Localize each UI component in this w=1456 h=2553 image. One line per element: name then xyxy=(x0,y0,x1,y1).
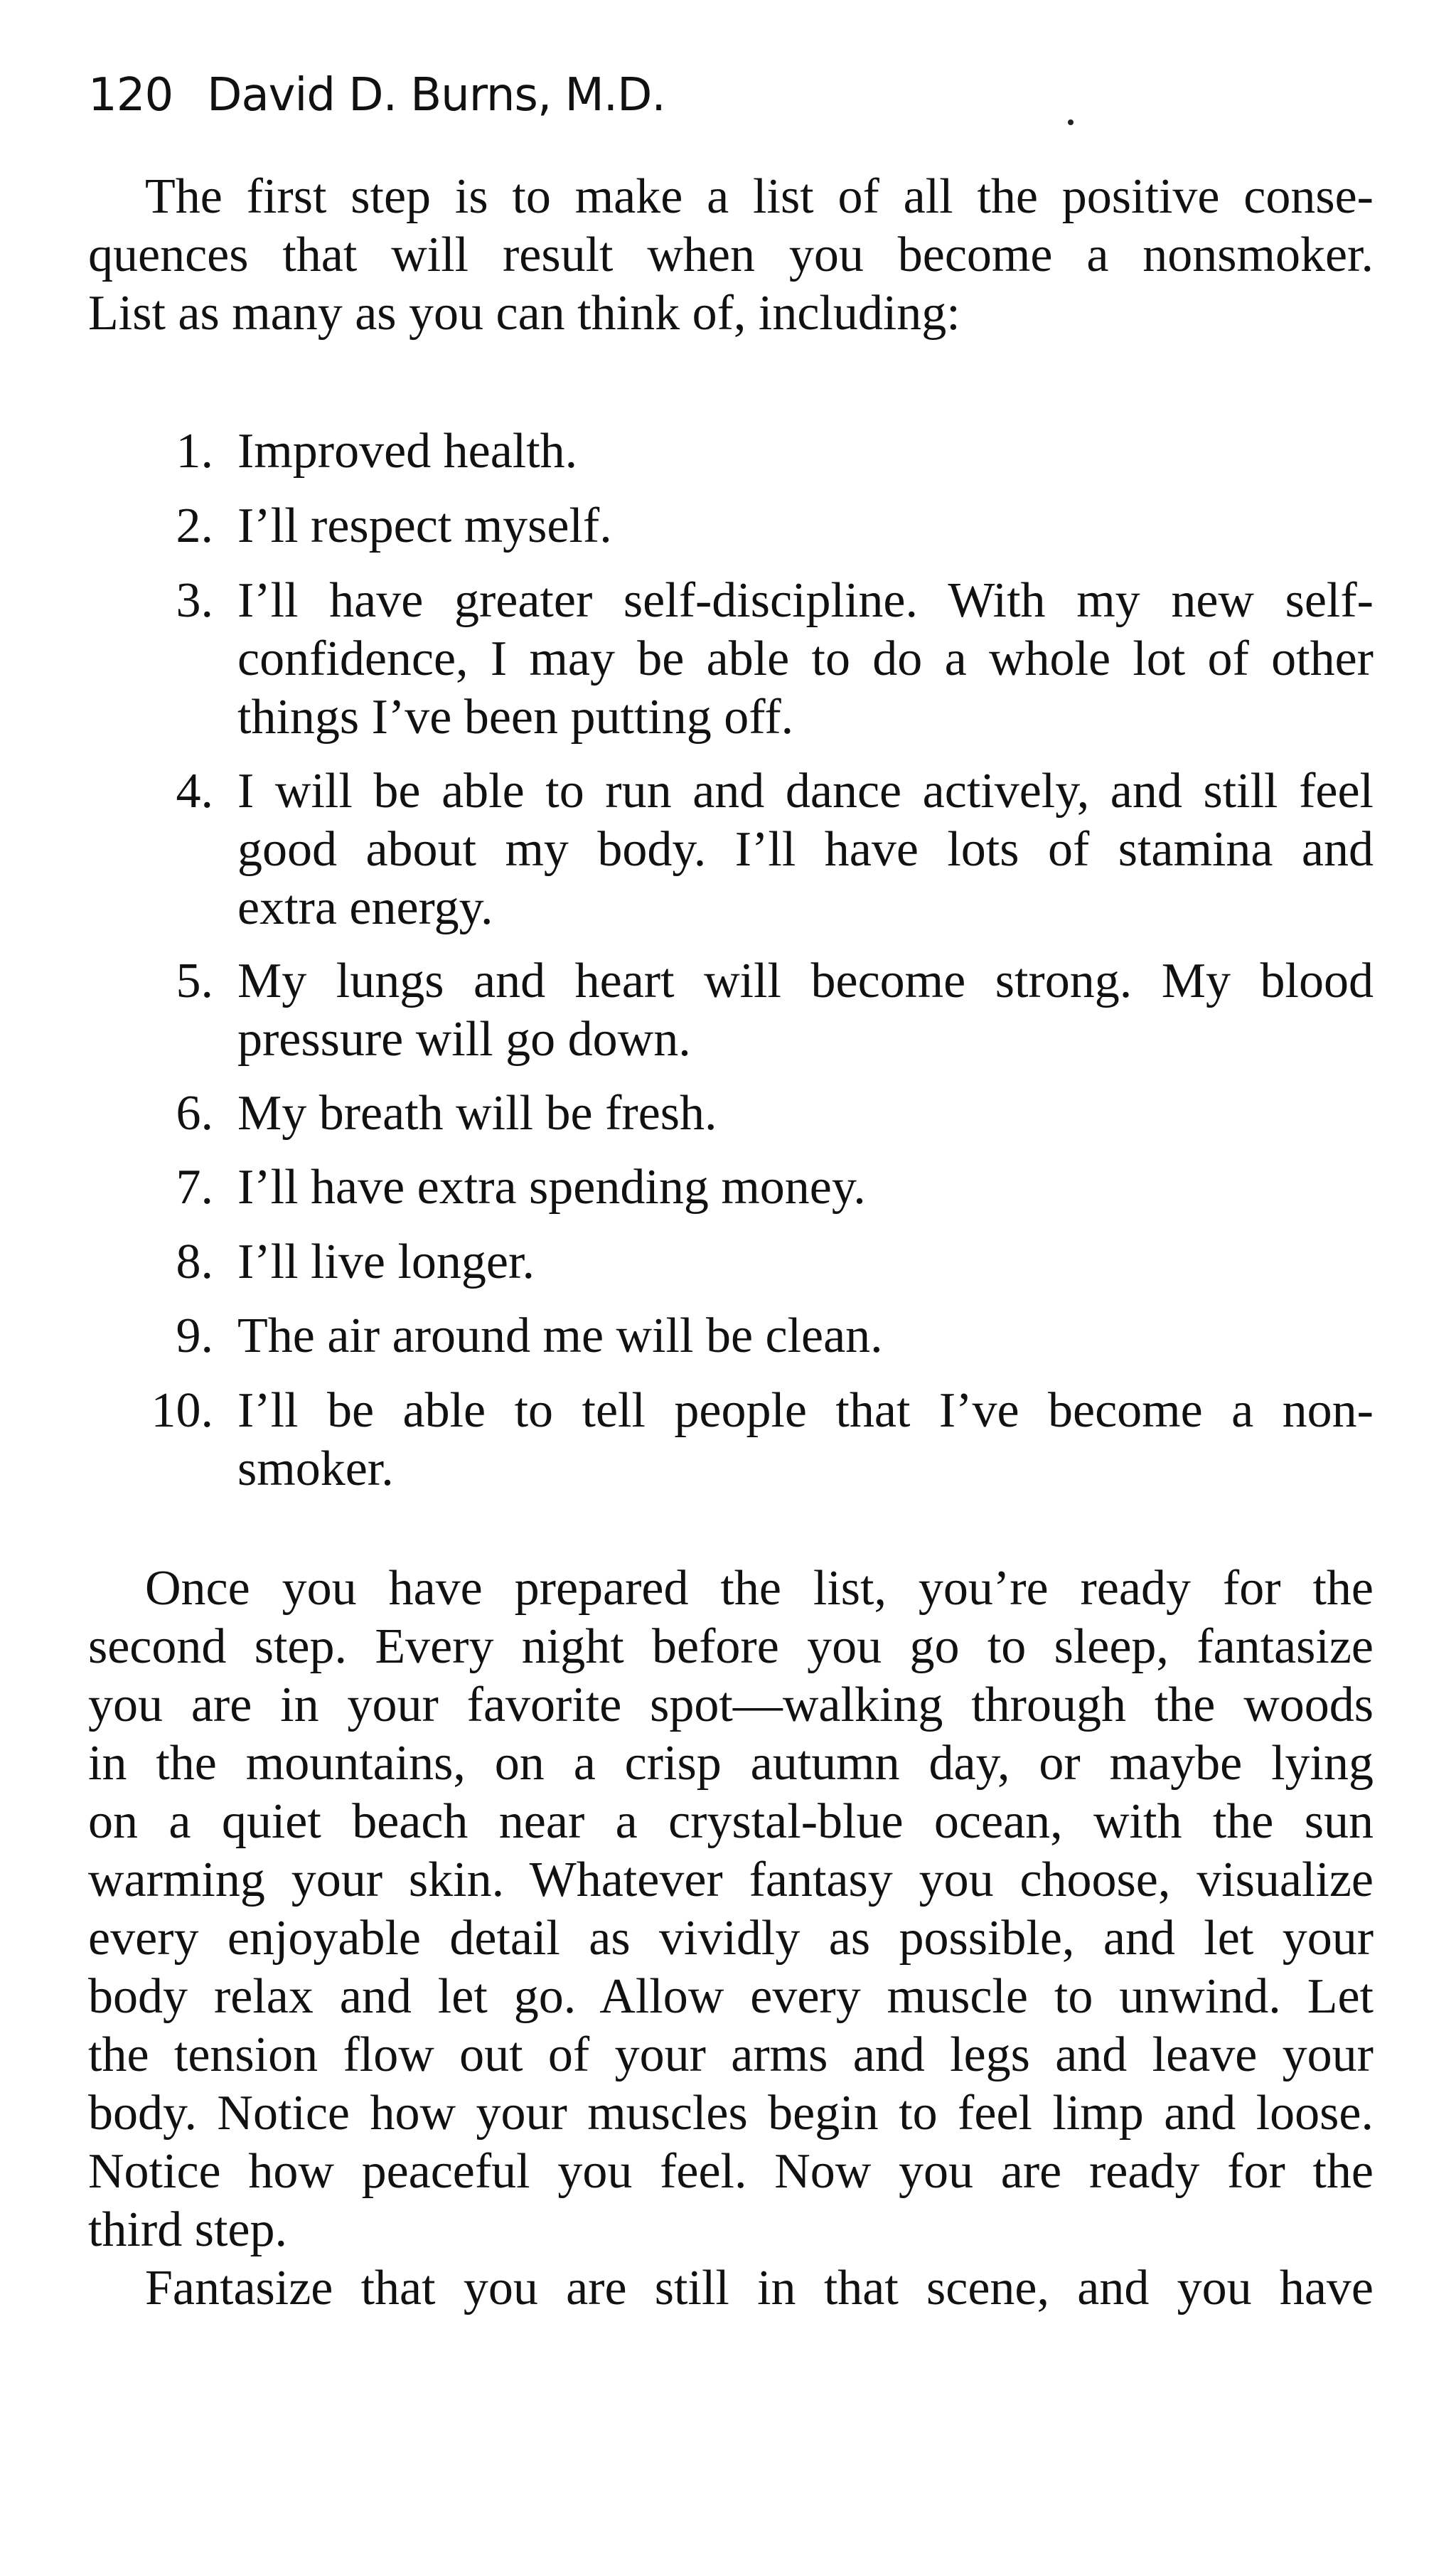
list-item-number: 10. xyxy=(151,1383,213,1438)
page-number: 120 xyxy=(88,69,173,122)
text-line: on a quiet beach near a crystal-blue ocean, with the sun xyxy=(88,1794,1374,1849)
stray-ink-mark xyxy=(1068,119,1074,125)
list-item-text: things I’ve been putting off. xyxy=(237,690,794,745)
text-line: body. Notice how your muscles begin to feel limp and loose. xyxy=(88,2086,1374,2141)
text-line: you are in your favorite spot—walking through the woods xyxy=(88,1678,1374,1732)
list-item-text: Improved health. xyxy=(237,424,578,479)
text-line: Notice how peaceful you feel. Now you are ready for the xyxy=(88,2144,1374,2199)
list-item-text: good about my body. I’ll have lots of stamina and xyxy=(237,822,1374,877)
list-item-text: I will be able to run and dance actively, and still feel xyxy=(237,764,1374,819)
list-item-number: 4. xyxy=(176,764,213,819)
running-head xyxy=(88,69,665,122)
list-item-text: I’ll have extra spending money. xyxy=(237,1160,866,1215)
author-name: David D. Burns, M.D. xyxy=(207,69,665,122)
text-line: quences that will result when you become a nonsmoker. xyxy=(88,228,1374,282)
list-item-text: confidence, I may be able to do a whole lot of other xyxy=(237,631,1374,686)
list-item-number: 5. xyxy=(176,954,213,1008)
list-item-text: The air around me will be clean. xyxy=(237,1309,883,1363)
list-item-number: 1. xyxy=(176,424,213,479)
list-item-text: My breath will be fresh. xyxy=(237,1086,717,1141)
list-item-text: My lungs and heart will become strong. My blood xyxy=(237,954,1374,1008)
text-line: List as many as you can think of, including: xyxy=(88,286,960,341)
list-item-text: I’ll be able to tell people that I’ve become a non- xyxy=(237,1383,1374,1438)
text-line: Fantasize that you are still in that scene, and you have xyxy=(145,2261,1374,2315)
list-item-text: smoker. xyxy=(237,1441,394,1496)
list-item-text: extra energy. xyxy=(237,880,493,935)
text-line: warming your skin. Whatever fantasy you choose, visualize xyxy=(88,1853,1374,1907)
text-line: third step. xyxy=(88,2202,287,2257)
text-line: every enjoyable detail as vividly as possible, and let your xyxy=(88,1911,1374,1966)
list-item-number: 6. xyxy=(176,1086,213,1141)
text-line: body relax and let go. Allow every muscle to unwind. Let xyxy=(88,1969,1374,2024)
text-line: in the mountains, on a crisp autumn day, or maybe lying xyxy=(88,1736,1374,1791)
list-item-text: I’ll have greater self-discipline. With my new self- xyxy=(237,573,1374,628)
list-item-number: 3. xyxy=(176,573,213,628)
text-line: the tension flow out of your arms and legs and leave your xyxy=(88,2027,1374,2082)
list-item-number: 8. xyxy=(176,1235,213,1289)
text-line: second step. Every night before you go to sleep, fantasize xyxy=(88,1619,1374,1674)
text-line: Once you have prepared the list, you’re ready for the xyxy=(145,1561,1374,1616)
list-item-number: 7. xyxy=(176,1160,213,1215)
list-item-number: 2. xyxy=(176,499,213,553)
list-item-number: 9. xyxy=(176,1309,213,1363)
text-line: The first step is to make a list of all the positive conse- xyxy=(145,169,1374,224)
list-item-text: pressure will go down. xyxy=(237,1012,691,1067)
list-item-text: I’ll live longer. xyxy=(237,1235,535,1289)
list-item-text: I’ll respect myself. xyxy=(237,499,612,553)
